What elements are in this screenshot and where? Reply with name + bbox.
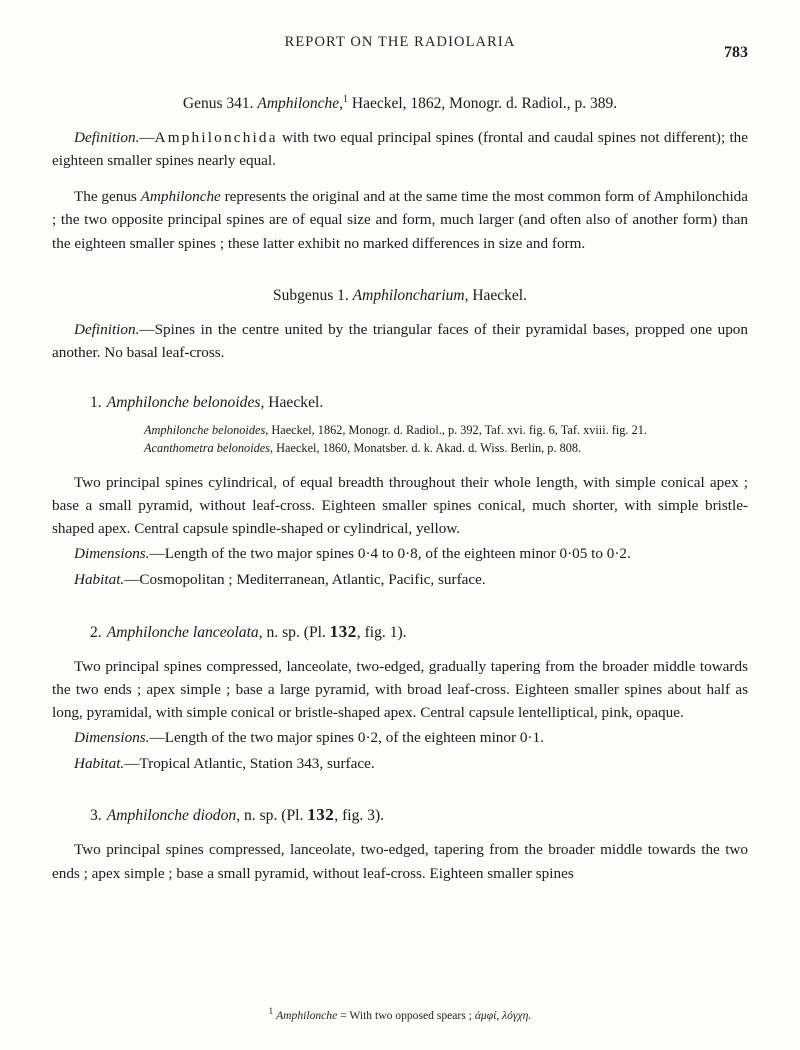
genus-definition-spaced-word: Amphilonchida <box>154 129 278 147</box>
dimensions-label: Dimensions. <box>74 728 150 746</box>
species-number-3: 3. <box>90 807 102 825</box>
footnote-greek: ἀμφί, λόγχη. <box>474 1009 532 1022</box>
subgenus-definition-paragraph <box>52 318 748 364</box>
genus-heading <box>52 94 748 113</box>
species-author-2: , n. sp. (Pl. <box>258 623 330 641</box>
species-heading-2 <box>52 622 748 642</box>
genus-discussion-italic: Amphilonche <box>140 188 221 206</box>
dimensions-text: —Length of the two major spines 0·4 to 0·8, of the eighteen minor 0·05 to 0·2. <box>149 545 631 562</box>
subgenus-definition-label: Definition. <box>74 320 140 338</box>
footnote-marker: 1 <box>343 94 349 105</box>
subgenus-definition-text: Spines in the centre united by the triangular faces of their pyramidal bases, propped one upon another. No basal leaf-cross. <box>52 320 748 361</box>
footnote <box>52 1006 748 1022</box>
dimensions-text: —Length of the two major spines 0·2, of the eighteen minor 0·1. <box>149 728 544 746</box>
genus-discussion-part1: The genus <box>74 188 141 206</box>
synonymy-rest: Haeckel, 1862, Monogr. d. Radiol., p. 392, Taf. xvi. fig. 6, Taf. xviii. fig. 21. <box>268 422 647 437</box>
page-header <box>52 34 748 68</box>
plate-suffix-2: , fig. 1). <box>356 623 407 641</box>
synonymy-entry <box>144 422 748 439</box>
species-description-2: Two principal spines compressed, lanceolate, two-edged, gradually tapering from the broader middle towards the two ends ; apex simple ; base a large pyramid, with broad leaf-cross. Eighteen smaller spines about half as long, pyramidal, with simple conical or bristle-shaped apex. Central capsule lentelliptical, pink, opaque. <box>52 657 748 721</box>
subgenus-definition-dash: — <box>139 320 155 338</box>
species-dimensions-2 <box>52 727 748 750</box>
genus-discussion-paragraph <box>52 185 748 254</box>
genus-discussion-part2: represents the original and at the same time the most common form of Amphilonchida ; the two opposite principal spines are of equal size and form, much larger (and often also of another form) than the eighteen smaller spines ; these latter exhibit no marked differences in size and form. <box>52 188 748 252</box>
footnote-italic-name: Amphilonche <box>276 1009 338 1022</box>
genus-prefix: Genus 341. <box>182 95 254 113</box>
dimensions-label: Dimensions. <box>74 545 150 562</box>
species-habitat-1 <box>52 569 748 592</box>
species-name-1: Amphilonche belonoides <box>106 393 261 411</box>
subgenus-heading <box>52 287 748 305</box>
species-name-2: Amphilonche lanceolata <box>106 623 259 641</box>
habitat-text: —Cosmopolitan ; Mediterranean, Atlantic, Pacific, surface. <box>124 570 486 588</box>
plate-suffix-3: , fig. 3). <box>334 807 385 825</box>
species-description-1: Two principal spines cylindrical, of equal breadth throughout their whole length, with simple conical apex ; base a small pyramid, without leaf-cross. Eighteen smaller spines conical, much shorter, with simple bristle-shaped apex. Central capsule spindle-shaped or cylindrical, yellow. <box>52 473 748 537</box>
footnote-text: = With two opposed spears ; <box>337 1009 475 1022</box>
species-description-3: Two principal spines compressed, lanceolate, two-edged, tapering from the broader middle towards the two ends ; apex simple ; base a small pyramid, without leaf-cross. Eighteen smaller spines <box>52 841 748 882</box>
definition-label: Definition. <box>74 129 140 147</box>
synonymy-italic: Amphilonche belonoides, <box>144 422 269 437</box>
species-heading-3 <box>52 805 748 825</box>
species-habitat-2 <box>52 753 748 776</box>
synonymy-entry <box>144 440 748 457</box>
genus-name: Amphilonche, <box>257 95 344 113</box>
species-heading-1 <box>52 394 748 412</box>
species-author-1: , Haeckel. <box>260 393 324 411</box>
subgenus-author: , Haeckel. <box>464 286 527 304</box>
habitat-text: —Tropical Atlantic, Station 343, surface. <box>124 754 375 772</box>
species-author-3: , n. sp. (Pl. <box>236 807 308 825</box>
synonymy-list-1 <box>52 422 748 458</box>
page-number: 783 <box>724 44 748 61</box>
genus-definition-text: with two equal principal spines (frontal and caudal spines not different); the eighteen smaller spines nearly equal. <box>52 129 748 170</box>
running-title: REPORT ON THE RADIOLARIA <box>284 34 516 50</box>
species-number-1: 1. <box>90 393 102 411</box>
footnote-number: 1 <box>268 1006 274 1017</box>
subgenus-prefix: Subgenus 1. <box>272 286 349 304</box>
definition-dash: — <box>139 129 155 147</box>
subgenus-name: Amphiloncharium <box>352 286 465 304</box>
genus-citation: Haeckel, 1862, Monogr. d. Radiol., p. 389. <box>351 95 618 113</box>
species-name-3: Amphilonche diodon <box>106 807 237 825</box>
plate-number-3: 132 <box>307 805 335 825</box>
species-dimensions-1 <box>52 543 748 566</box>
synonymy-rest: Haeckel, 1860, Monatsber. d. k. Akad. d. Wiss. Berlin, p. 808. <box>273 441 582 456</box>
habitat-label: Habitat. <box>74 570 125 588</box>
genus-definition-paragraph <box>52 126 748 172</box>
species-number-2: 2. <box>90 623 102 641</box>
plate-number-2: 132 <box>329 621 357 641</box>
synonymy-italic: Acanthometra belonoides, <box>144 441 274 456</box>
habitat-label: Habitat. <box>74 754 125 772</box>
